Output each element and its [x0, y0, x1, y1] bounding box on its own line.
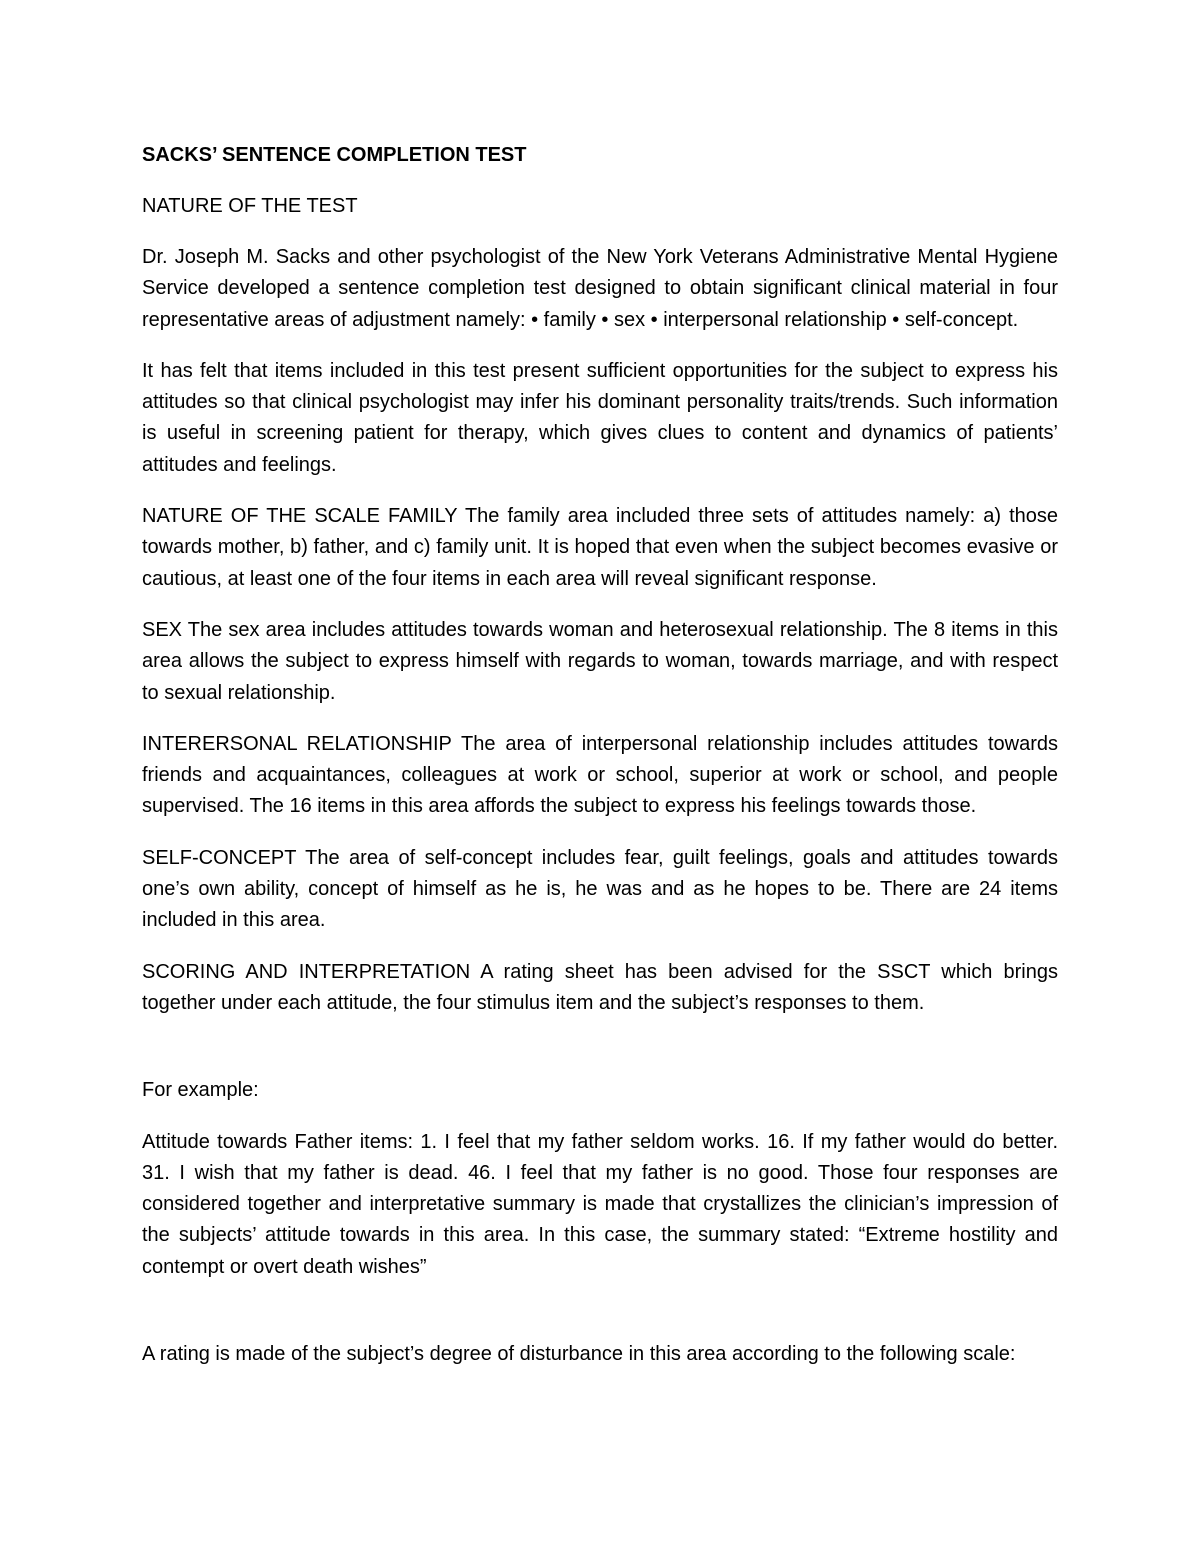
paragraph-father-items: Attitude towards Father items: 1. I feel that my father seldom works. 16. If my father would do better. 31. I wish that my father is dead. 46. I feel that my father is no good. Those four responses are considered together and interpretative summary is made that crystallizes the clinician’s impression of the subjects’ attitude towards in this area. In this case, the summary stated: “Extreme hostility and contempt or overt death wishes” — [142, 1130, 1058, 1278]
paragraph-purpose: It has felt that items included in this test present sufficient opportunities for the subject to express his attitudes so that clinical psychologist may infer his dominant personality traits/trends. Such information is useful in screening patient for therapy, which gives clues to content and dynamics of patients’ attitudes and feelings. — [142, 359, 1058, 476]
document-page — [142, 140, 1058, 1390]
paragraph-family-scale: NATURE OF THE SCALE FAMILY The family area included three sets of attitudes namely: a) those towards mother, b) father, and c) family unit. It is hoped that even when the subject becomes evasive or cautious, at least one of the four items in each area will reveal significant response. — [142, 505, 1058, 590]
paragraph-sex-area: SEX The sex area includes attitudes towards woman and heterosexual relationship. The 8 items in this area allows the subject to express himself with regards to woman, towards marriage, and with respect to sexual relationship. — [142, 618, 1058, 704]
paragraph-introduction: Dr. Joseph M. Sacks and other psychologist of the New York Veterans Administrative Mental Hygiene Service developed a sentence completion test designed to obtain significant clinical material in four representative areas of adjustment namely: • family • sex • interpersonal relationship • self-concept. — [142, 246, 1058, 331]
paragraph-self-concept-area: SELF-CONCEPT The area of self-concept includes fear, guilt feelings, goals and attitudes towards one’s own ability, concept of himself as he is, he was and as he hopes to be. There are 24 items included in this area. — [142, 846, 1058, 932]
paragraph-example-label: For example: — [142, 1079, 259, 1102]
section-heading-nature: NATURE OF THE TEST — [142, 195, 358, 217]
document-title: SACKS’ SENTENCE COMPLETION TEST — [142, 144, 527, 166]
paragraph-rating-scale: A rating is made of the subject’s degree of disturbance in this area according to the following scale: — [142, 1343, 1016, 1366]
paragraph-scoring: SCORING AND INTERPRETATION A rating sheet has been advised for the SSCT which brings together under each attitude, the four stimulus item and the subject’s responses to them. — [142, 960, 1058, 1014]
paragraph-interpersonal-area: INTERERSONAL RELATIONSHIP The area of interpersonal relationship includes attitudes towards friends and acquaintances, colleagues at work or school, superior at work or school, and people supervised. The 16 items in this area affords the subject to express his feelings towards those. — [142, 732, 1058, 818]
